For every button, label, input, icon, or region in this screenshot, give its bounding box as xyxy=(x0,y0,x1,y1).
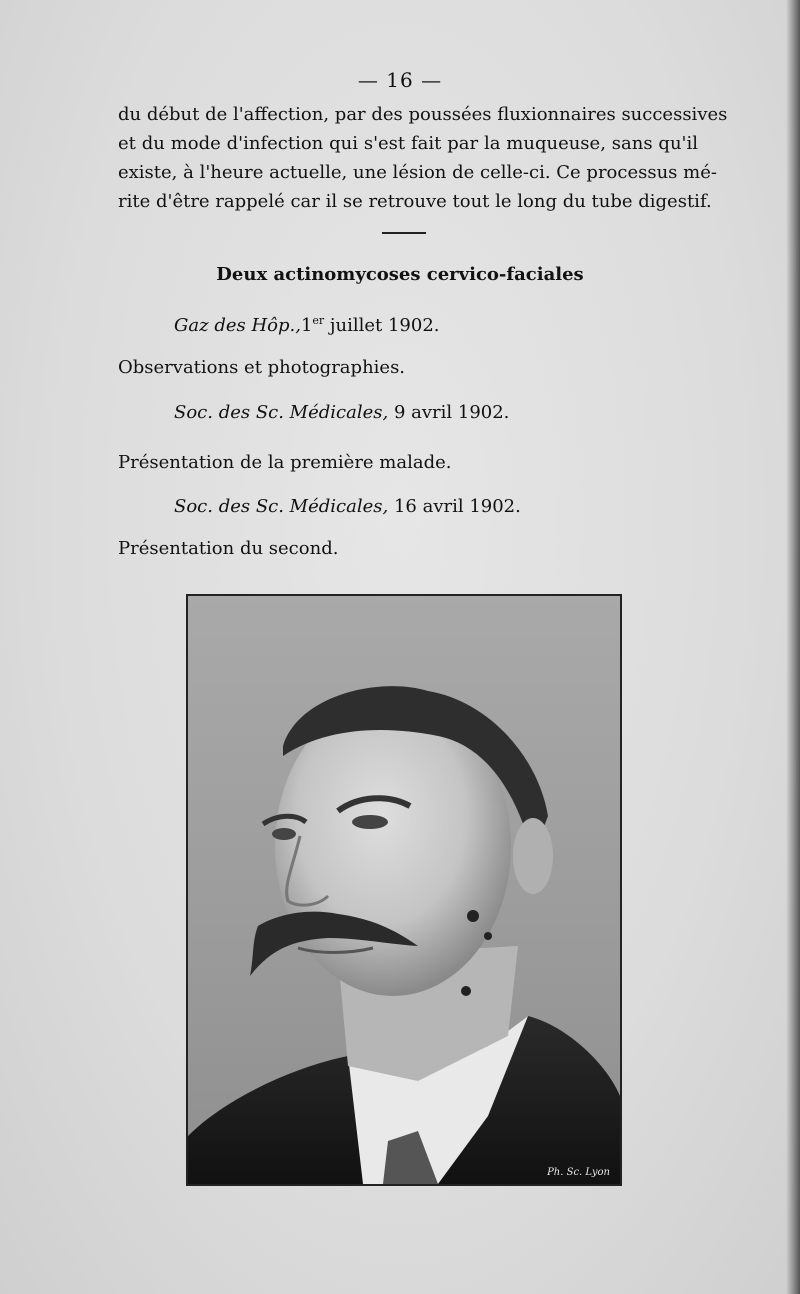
reference-date: juillet 1902. xyxy=(324,315,440,336)
paragraph-line: rite d'être rappelé car il se retrouve tout le long du tube digestif. xyxy=(118,191,712,212)
reference-note: Présentation de la première malade. xyxy=(118,452,452,473)
reference-citation xyxy=(174,402,509,423)
intro-paragraph xyxy=(118,100,728,216)
reference-date: 16 avril 1902. xyxy=(388,496,521,517)
portrait-photograph xyxy=(186,594,622,1186)
reference-source: Soc. des Sc. Médicales, xyxy=(174,496,389,517)
reference-citation xyxy=(174,314,440,336)
reference-note: Observations et photographies. xyxy=(118,357,406,378)
page-edge-shadow xyxy=(786,0,800,1294)
paragraph-line: existe, à l'heure actuelle, une lésion de celle-ci. Ce processus mé- xyxy=(118,162,717,183)
section-title: Deux actinomycoses cervico-faciales xyxy=(216,264,584,285)
section-divider xyxy=(382,232,426,234)
reference-date-ordinal: er xyxy=(312,314,325,327)
reference-note: Présentation du second. xyxy=(118,538,339,559)
reference-date: 9 avril 1902. xyxy=(388,402,510,423)
reference-citation xyxy=(174,496,521,517)
reference-source: Gaz des Hôp., xyxy=(174,315,301,336)
reference-date-day: 1 xyxy=(300,315,313,336)
page-number: — 16 — xyxy=(357,68,443,92)
paragraph-line: du début de l'affection, par des poussées fluxionnaires successives xyxy=(118,104,728,125)
portrait-photograph-icon xyxy=(188,596,620,1184)
reference-source: Soc. des Sc. Médicales, xyxy=(174,402,389,423)
photo-credit: Ph. Sc. Lyon xyxy=(547,1167,610,1178)
paragraph-line: et du mode d'infection qui s'est fait par la muqueuse, sans qu'il xyxy=(118,133,698,154)
